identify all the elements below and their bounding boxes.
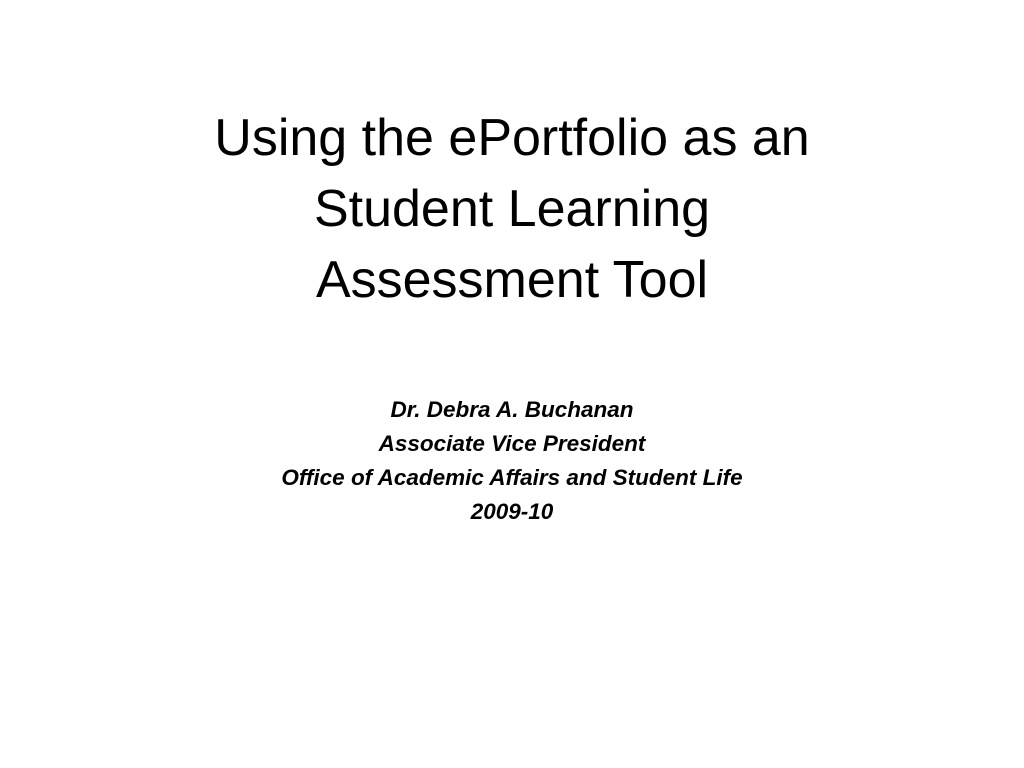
title-line-3: Assessment Tool bbox=[315, 251, 709, 309]
title-line-2: Student Learning bbox=[313, 180, 711, 238]
presenter-name: Dr. Debra A. Buchanan bbox=[390, 397, 634, 422]
presentation-year: 2009-10 bbox=[470, 499, 554, 524]
presenter-position: Associate Vice President bbox=[378, 431, 646, 456]
presenter-office: Office of Academic Affairs and Student Life bbox=[281, 465, 743, 490]
presenter-block bbox=[112, 393, 912, 529]
slide-title bbox=[112, 103, 912, 316]
title-line-1: Using the ePortfolio as an bbox=[214, 109, 810, 167]
